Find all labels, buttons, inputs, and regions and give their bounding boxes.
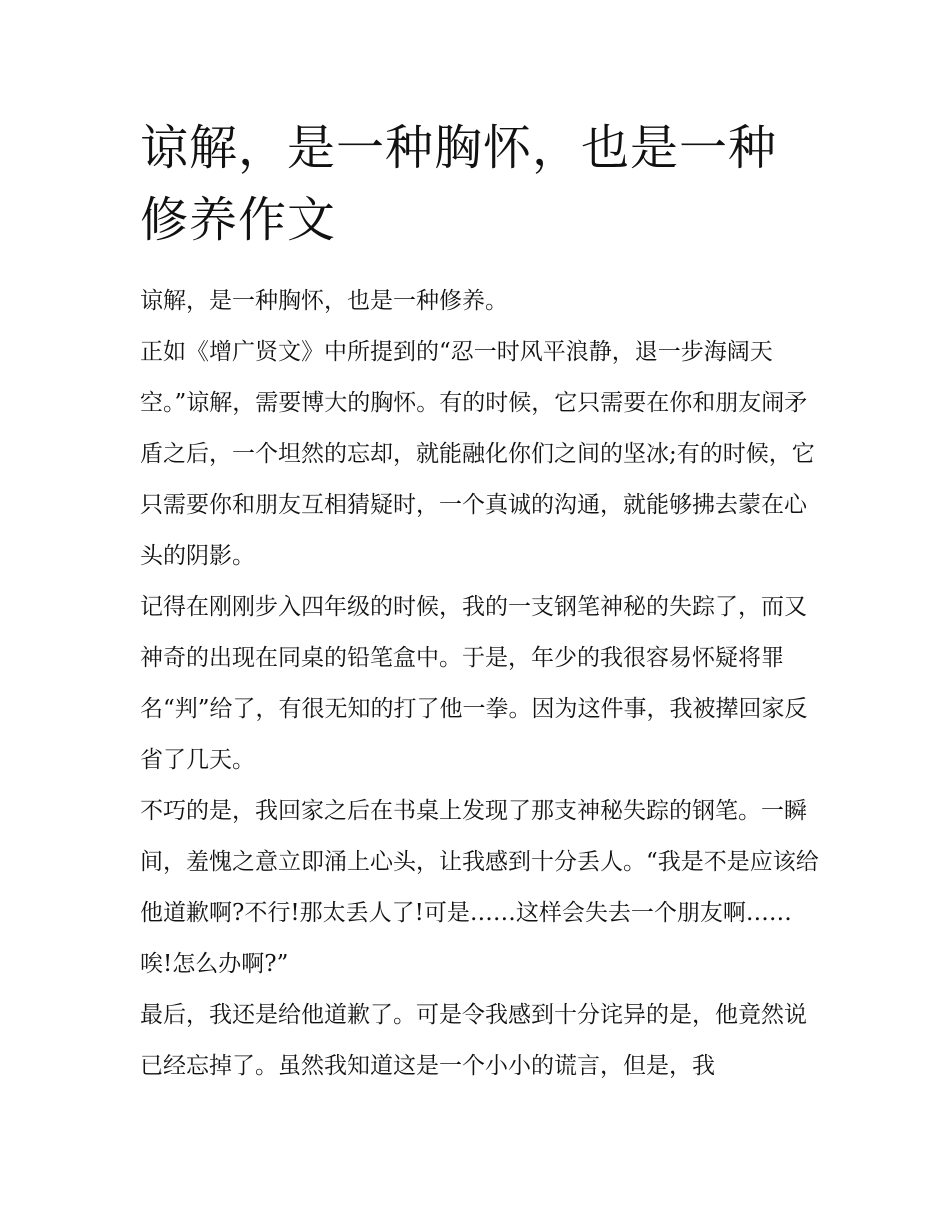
paragraph: 最后，我还是给他道歉了。可是令我感到十分诧异的是，他竟然说已经忘掉了。虽然我知道这是一个小小的谎言，但是，我 [140, 1002, 807, 1079]
paragraph: 不巧的是，我回家之后在书桌上发现了那支神秘失踪的钢笔。一瞬间，羞愧之意立即涌上心头，让我感到十分丢人。“我是不是应该给他道歉啊?不行!那太丢人了!可是……这样会失去一个朋友啊……唉!怎么办啊?” [140, 798, 819, 977]
paragraph: 记得在刚刚步入四年级的时候，我的一支钢笔神秘的失踪了，而又神奇的出现在同桌的铅笔盒中。于是，年少的我很容易怀疑将罪名“判”给了，有很无知的打了他一拳。因为这件事，我被撵回家反省了几天。 [140, 594, 808, 773]
paragraph: 谅解，是一种胸怀，也是一种修养。 [140, 288, 508, 314]
document-title: 谅解，是一种胸怀，也是一种修养作文 [140, 120, 778, 248]
document-body [140, 112, 820, 1092]
paragraph: 正如《增广贤文》中所提到的“忍一时风平浪静，退一步海阔天空。”谅解，需要博大的胸怀。有的时候，它只需要在你和朋友闹矛盾之后，一个坦然的忘却，就能融化你们之间的坚冰;有的时候，它只需要你和朋友互相猜疑时，一个真诚的沟通，就能够拂去蒙在心头的阴影。 [140, 339, 815, 569]
